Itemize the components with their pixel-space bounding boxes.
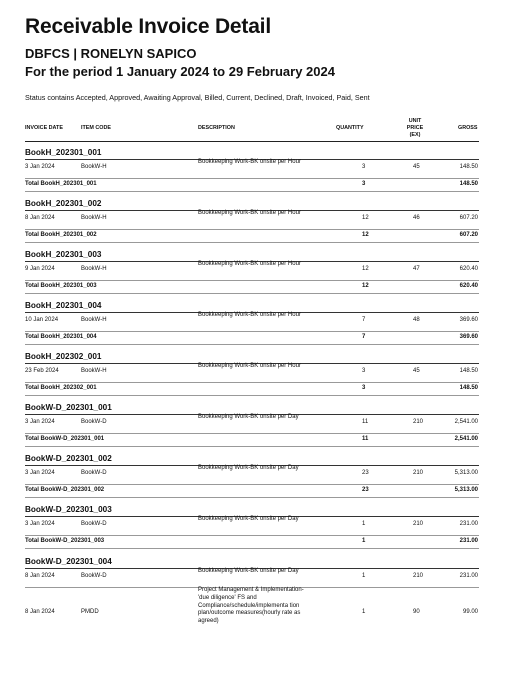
row-gross: 148.50 [459,164,478,170]
invoice-group [0,352,510,403]
row-description: Bookkeeping Work-BK onsite per Hour [198,261,301,267]
total-quantity: 3 [362,385,366,391]
row-description: Bookkeeping Work-BK onsite per Day [198,414,299,420]
row-item-code: BookW-D [81,521,107,527]
total-label: Total BookW-D_202301_003 [25,538,105,544]
invoice-group [0,199,510,250]
table-header [0,118,510,142]
period-line: For the period 1 January 2024 to 29 February 2024 [25,64,335,79]
col-gross: GROSS [458,125,478,131]
row-date: 3 Jan 2024 [25,521,55,527]
row-unit-price: 210 [413,419,424,425]
table-row [0,587,510,642]
invoice-group [0,505,510,556]
row-item-code: BookW-H [81,215,107,221]
total-divider [25,344,479,345]
group-title: BookH_202302_001 [25,352,102,361]
col-quantity: QUANTITY [336,125,364,131]
row-description: Bookkeeping Work-BK onsite per Hour [198,159,301,165]
row-item-code: BookW-H [81,317,107,323]
group-title: BookH_202301_002 [25,199,102,208]
group-total-row [0,179,510,191]
row-item-code: BookW-H [81,266,107,272]
total-divider [25,191,479,192]
col-item-code: ITEM CODE [81,125,111,131]
row-description: Bookkeeping Work-BK onsite per Hour [198,312,301,318]
row-description: Bookkeeping Work-BK onsite per Day [198,465,299,471]
total-label: Total BookH_202301_003 [25,283,97,289]
group-title: BookH_202301_003 [25,250,102,259]
total-label: Total BookW-D_202301_002 [25,487,105,493]
row-quantity: 1 [362,521,366,527]
row-date: 10 Jan 2024 [25,317,59,323]
total-quantity: 12 [362,232,369,238]
row-unit-price: 210 [413,521,424,527]
total-gross: 2,541.00 [454,436,478,442]
group-total-row [0,281,510,293]
group-title: BookW-D_202301_002 [25,454,112,463]
group-total-row [0,485,510,497]
row-gross: 231.00 [459,573,478,579]
row-unit-price: 210 [413,470,424,476]
row-unit-price: 48 [413,317,420,323]
col-description: DESCRIPTION [198,125,235,131]
row-gross: 369.60 [459,317,478,323]
total-gross: 5,313.00 [454,487,478,493]
total-divider [25,497,479,498]
table-row [0,415,510,433]
total-gross: 607.20 [459,232,478,238]
invoice-group [0,454,510,505]
row-quantity: 12 [362,215,369,221]
invoice-group [0,250,510,301]
group-total-row [0,383,510,395]
total-quantity: 7 [362,334,366,340]
total-quantity: 23 [362,487,369,493]
total-gross: 148.50 [459,181,478,187]
row-description: Bookkeeping Work-BK onsite per Day [198,568,299,574]
invoice-group [0,557,510,677]
row-unit-price: 210 [413,573,424,579]
row-unit-price: 45 [413,164,420,170]
row-unit-price: 90 [413,609,420,615]
row-description: Bookkeeping Work-BK onsite per Hour [198,363,301,369]
total-quantity: 11 [362,436,369,442]
row-gross: 2,541.00 [454,419,478,425]
row-description: Bookkeeping Work-BK onsite per Day [198,516,299,522]
total-gross: 148.50 [459,385,478,391]
table-row [0,262,510,280]
table-row [0,211,510,229]
row-quantity: 1 [362,609,366,615]
row-date: 23 Feb 2024 [25,368,59,374]
row-quantity: 1 [362,573,366,579]
group-title: BookW-D_202301_003 [25,505,112,514]
total-label: Total BookH_202301_001 [25,181,97,187]
group-total-row [0,332,510,344]
col-invoice-date: INVOICE DATE [25,125,63,131]
row-unit-price: 45 [413,368,420,374]
row-unit-price: 47 [413,266,420,272]
org-line: DBFCS | RONELYN SAPICO [25,46,197,61]
total-label: Total BookH_202301_004 [25,334,97,340]
total-label: Total BookH_202302_001 [25,385,97,391]
row-item-code: BookW-H [81,164,107,170]
total-gross: 231.00 [459,538,478,544]
total-divider [25,293,479,294]
invoice-group [0,403,510,454]
row-unit-price: 46 [413,215,420,221]
total-quantity: 1 [362,538,366,544]
invoice-group [0,148,510,199]
row-date: 8 Jan 2024 [25,215,55,221]
total-divider [25,242,479,243]
total-label: Total BookW-D_202301_001 [25,436,105,442]
row-gross: 99.00 [462,609,478,615]
row-item-code: BookW-D [81,419,107,425]
total-label: Total BookH_202301_002 [25,232,97,238]
group-title: BookH_202301_001 [25,148,102,157]
row-item-code: BookW-D [81,573,107,579]
row-date: 9 Jan 2024 [25,266,55,272]
table-row [0,313,510,331]
row-quantity: 3 [362,368,366,374]
status-filter: Status contains Accepted, Approved, Awaiting Approval, Billed, Current, Declined, Draft, Invoiced, Paid, Sent [25,93,370,102]
row-date: 8 Jan 2024 [25,609,55,615]
group-title: BookW-D_202301_001 [25,403,112,412]
row-quantity: 7 [362,317,366,323]
total-quantity: 3 [362,181,366,187]
header-divider [25,141,479,142]
row-item-code: PMDD [81,609,99,615]
total-gross: 369.60 [459,334,478,340]
group-total-row [0,434,510,446]
row-gross: 5,313.00 [454,470,478,476]
report-title: Receivable Invoice Detail [25,15,271,38]
row-quantity: 3 [362,164,366,170]
row-date: 3 Jan 2024 [25,164,55,170]
group-title: BookW-D_202301_004 [25,557,112,566]
total-quantity: 12 [362,283,369,289]
row-description: Project Management & Implementation-'due diligence' FS and Compliance/schedule/implementa tion plan/outcome measures(hourly rate as agreed) [198,587,304,625]
group-total-row [0,536,510,548]
row-quantity: 23 [362,470,369,476]
row-gross: 148.50 [459,368,478,374]
row-gross: 231.00 [459,521,478,527]
table-row [0,517,510,535]
invoice-group [0,301,510,352]
total-gross: 620.40 [459,283,478,289]
total-divider [25,548,479,549]
row-date: 3 Jan 2024 [25,419,55,425]
group-total-row [0,230,510,242]
row-item-code: BookW-H [81,368,107,374]
table-row [0,364,510,382]
row-description: Bookkeeping Work-BK onsite per Hour [198,210,301,216]
row-date: 3 Jan 2024 [25,470,55,476]
table-row [0,160,510,178]
col-unit-price: UNIT PRICE (EX) [406,118,424,138]
row-quantity: 12 [362,266,369,272]
total-divider [25,446,479,447]
row-gross: 620.40 [459,266,478,272]
row-item-code: BookW-D [81,470,107,476]
row-gross: 607.20 [459,215,478,221]
table-row [0,466,510,484]
row-quantity: 11 [362,419,369,425]
table-row [0,569,510,587]
group-title: BookH_202301_004 [25,301,102,310]
row-date: 8 Jan 2024 [25,573,55,579]
total-divider [25,395,479,396]
